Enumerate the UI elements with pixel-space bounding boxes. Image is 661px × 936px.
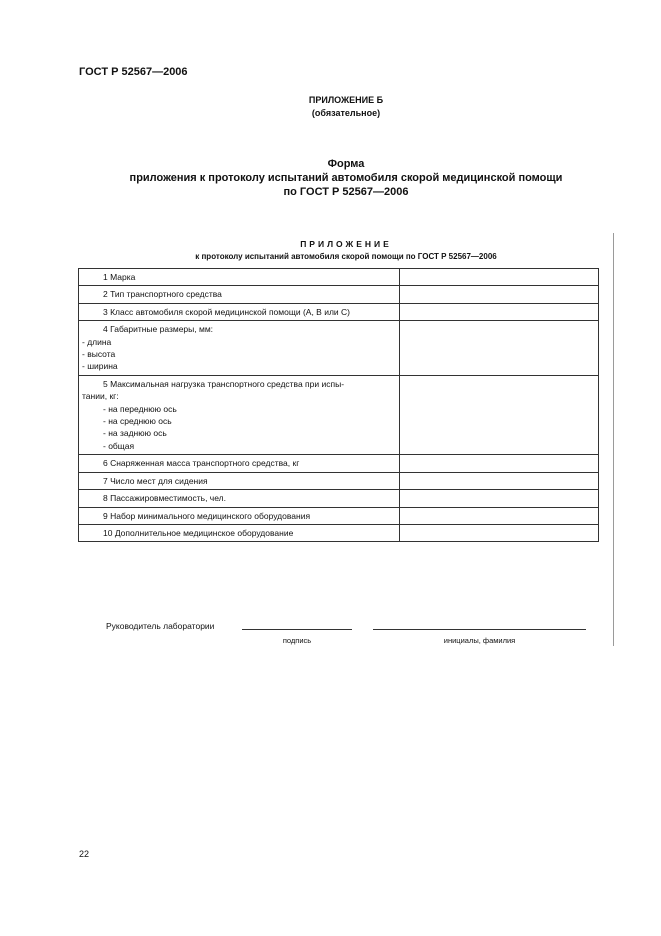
table-row [79,524,599,541]
row-subitem: - на переднюю ось [103,403,177,414]
row-label [79,321,400,376]
row-label [79,286,400,303]
row-label [79,524,400,541]
form-title-line: Форма [327,158,365,170]
row-text: 8 Пассажировместимость, чел. [103,493,226,504]
signature-caption: подпись [282,636,312,645]
page-number: 22 [79,849,90,859]
table-row [79,472,599,489]
signature-line[interactable] [242,629,352,630]
name-caption: инициалы, фамилия [443,636,516,645]
protocol-form-table [78,268,599,542]
row-value-cell[interactable] [400,507,599,524]
row-subitem: - высота [82,349,116,360]
table-row [79,375,599,454]
annex-status: (обязательное) [311,108,381,118]
annex-title: ПРИЛОЖЕНИЕ Б [308,95,384,105]
row-label [79,303,400,320]
table-title: ПРИЛОЖЕНИЕ [300,239,392,249]
row-label [79,472,400,489]
document-code: ГОСТ Р 52567—2006 [79,66,188,78]
row-value-cell[interactable] [400,303,599,320]
row-text: 9 Набор минимального медицинского оборудования [103,510,311,521]
row-text: 5 Максимальная нагрузка транспортного средства при испы- [103,378,345,389]
form-title-line: по ГОСТ Р 52567—2006 [283,186,409,198]
row-value-cell[interactable] [400,490,599,507]
row-value-cell[interactable] [400,321,599,376]
row-text: 10 Дополнительное медицинское оборудование [103,527,294,538]
form-title [0,157,661,199]
row-subitem: - длина [82,336,112,347]
row-text: 3 Класс автомобиля скорой медицинской помощи (А, В или С) [103,306,350,317]
row-label [79,507,400,524]
row-value-cell[interactable] [400,524,599,541]
row-subitem: - общая [103,440,135,451]
row-text: 6 Снаряженная масса транспортного средства, кг [103,458,300,469]
name-line[interactable] [373,629,586,630]
table-subtitle: к протоколу испытаний автомобиля скорой помощи по ГОСТ Р 52567—2006 [195,252,497,261]
signature-label: Руководитель лаборатории [106,621,215,631]
row-label [79,455,400,472]
row-label [79,375,400,454]
table-row [79,321,599,376]
row-label [79,490,400,507]
table-row [79,303,599,320]
row-subitem: - на заднюю ось [103,428,167,439]
form-title-line: приложения к протоколу испытаний автомобиля скорой медицинской помощи [129,172,563,184]
table-row [79,286,599,303]
row-value-cell[interactable] [400,269,599,286]
row-text: тании, кг: [82,391,119,402]
table-row [79,455,599,472]
row-text: 7 Число мест для сидения [103,475,208,486]
row-value-cell[interactable] [400,286,599,303]
row-value-cell[interactable] [400,455,599,472]
margin-line [613,233,614,646]
table-row [79,490,599,507]
row-value-cell[interactable] [400,472,599,489]
table-row [79,269,599,286]
row-text: 2 Тип транспортного средства [103,289,222,300]
row-label [79,269,400,286]
row-value-cell[interactable] [400,375,599,454]
row-text: 1 Марка [103,272,136,282]
row-subitem: - на среднюю ось [103,416,172,427]
row-text: 4 Габаритные размеры, мм: [103,324,214,335]
row-subitem: - ширина [82,361,118,372]
table-row [79,507,599,524]
